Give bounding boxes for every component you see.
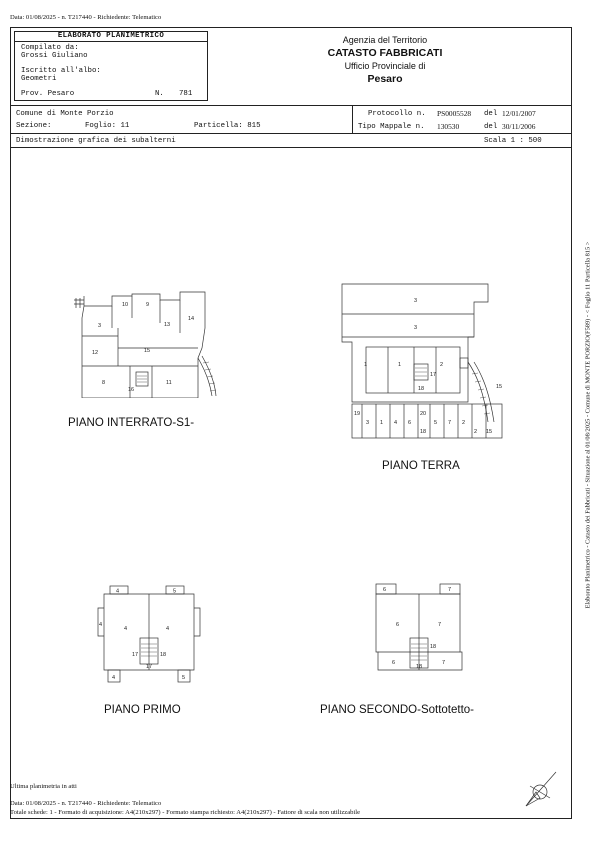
- room-number: 3: [414, 325, 418, 331]
- room-number: 7: [448, 420, 452, 426]
- room-number: 4: [116, 588, 120, 595]
- floor-label-secondo: PIANO SECONDO-Sottotetto-: [320, 704, 475, 716]
- room-number: 17: [146, 664, 153, 670]
- province-name: Pesaro: [367, 73, 403, 85]
- agency-block: [300, 34, 470, 86]
- n-label: N.: [155, 90, 164, 98]
- prov-label: Prov. Pesaro: [21, 90, 75, 98]
- comune-label: Comune di Monte Porzio: [16, 110, 114, 118]
- tipo-mappale-date: 30/11/2006: [502, 122, 536, 131]
- tipo-mappale-del: del: [484, 123, 498, 131]
- room-number: 8: [102, 380, 106, 386]
- room-number: 15: [144, 348, 151, 354]
- room-number: 7: [448, 587, 452, 593]
- room-number: 6: [396, 622, 400, 628]
- room-number: 18: [420, 429, 427, 435]
- floor-label-interrato: PIANO INTERRATO-S1-: [68, 417, 195, 429]
- protocollo-label: Protocollo n.: [368, 110, 426, 118]
- elaborato-box: [14, 31, 208, 101]
- foglio-label: Foglio: 11: [85, 122, 130, 130]
- plan-secondo: [372, 582, 466, 674]
- side-note: Elaborato Planimetrico - Catasto dei Fabbricati - Situazione al 01/08/2025 - Comune di MONTE PORZIO(F589) - < Foglio 11 Particella 815 >: [584, 241, 592, 609]
- room-number: 11: [166, 380, 172, 386]
- room-number: 13: [164, 322, 171, 328]
- room-number: 15: [486, 429, 493, 435]
- floor-label-terra: PIANO TERRA: [382, 460, 460, 472]
- protocollo-date: 12/01/2007: [502, 109, 536, 118]
- room-number: 18: [430, 644, 437, 650]
- room-number: 4: [112, 675, 116, 681]
- room-number: 9: [146, 302, 150, 308]
- room-number: 2: [474, 429, 478, 435]
- room-number: 7: [442, 660, 446, 666]
- ultima-planimetria-note: Ultima planimetria in atti: [10, 783, 77, 790]
- plan-interrato: [70, 288, 220, 398]
- room-number: 7: [438, 622, 442, 628]
- protocollo-value: PS0005528: [437, 109, 472, 118]
- n-value: 781: [179, 90, 193, 98]
- room-number: 10: [122, 302, 129, 308]
- room-number: 16: [128, 387, 135, 393]
- room-number: 12: [92, 350, 99, 356]
- room-number: 4: [394, 420, 398, 426]
- room-number: 1: [380, 420, 384, 426]
- room-number: 18: [416, 664, 423, 670]
- footer-totale-schede: Totale schede: 1 - Formato di acquisizione: A4(210x297) - Formato stampa richiesto: A4(210x297) - Fattore di scala non utilizzabile: [10, 809, 361, 816]
- compilato-name: Grossi Giuliano: [21, 52, 88, 60]
- room-number: 14: [188, 316, 195, 322]
- dimostrazione-label: Dimostrazione grafica dei subalterni: [16, 137, 176, 145]
- compilato-label: Compilato da:: [21, 44, 79, 52]
- north-arrow-icon: [518, 768, 562, 814]
- room-number: 17: [430, 372, 437, 378]
- scala-label: Scala 1 : 500: [484, 137, 542, 145]
- room-number: 5: [434, 420, 438, 426]
- floor-label-primo: PIANO PRIMO: [104, 704, 181, 716]
- room-number: 3: [98, 323, 102, 329]
- protocollo-del: del: [484, 110, 498, 118]
- plan-primo: [96, 584, 202, 686]
- divider: [10, 147, 571, 148]
- room-number: 19: [354, 411, 361, 417]
- divider: [10, 105, 571, 106]
- room-number: 2: [440, 362, 444, 368]
- tipo-mappale-value: 130530: [437, 122, 460, 131]
- room-number: 6: [392, 660, 396, 666]
- room-number: 6: [383, 587, 387, 593]
- room-number: 1: [398, 362, 402, 368]
- room-number: 1: [364, 362, 368, 368]
- room-number: 18: [418, 386, 425, 392]
- room-number: 5: [173, 588, 177, 595]
- room-number: 20: [420, 411, 427, 417]
- particella-label: Particella: 815: [194, 122, 261, 130]
- iscritto-label: Iscritto all'albo:: [21, 67, 101, 75]
- room-number: 18: [160, 652, 167, 658]
- room-number: 4: [166, 626, 170, 632]
- divider: [352, 105, 353, 133]
- ufficio-label: Ufficio Provinciale di: [344, 61, 426, 71]
- agency-name: Agenzia del Territorio: [342, 35, 428, 45]
- sezione-label: Sezione:: [16, 122, 52, 130]
- room-number: 15: [496, 384, 503, 390]
- header-request-info: Data: 01/08/2025 - n. T217440 - Richiedente: Telematico: [10, 14, 162, 21]
- elaborato-title: ELABORATO PLANIMETRICO: [15, 32, 207, 42]
- room-number: 5: [182, 675, 186, 681]
- room-number: 4: [99, 622, 103, 628]
- tipo-mappale-label: Tipo Mappale n.: [358, 123, 425, 131]
- footer-request-info: Data: 01/08/2025 - n. T217440 - Richiedente: Telematico: [10, 800, 162, 807]
- room-number: 6: [408, 420, 412, 426]
- plan-terra: [338, 282, 510, 442]
- room-number: 3: [414, 298, 418, 304]
- room-number: 2: [462, 420, 466, 426]
- divider: [10, 133, 571, 134]
- catasto-title: CATASTO FABBRICATI: [327, 47, 443, 59]
- iscritto-value: Geometri: [21, 75, 57, 83]
- room-number: 3: [366, 420, 370, 426]
- room-number: 17: [132, 652, 139, 658]
- room-number: 4: [124, 626, 128, 632]
